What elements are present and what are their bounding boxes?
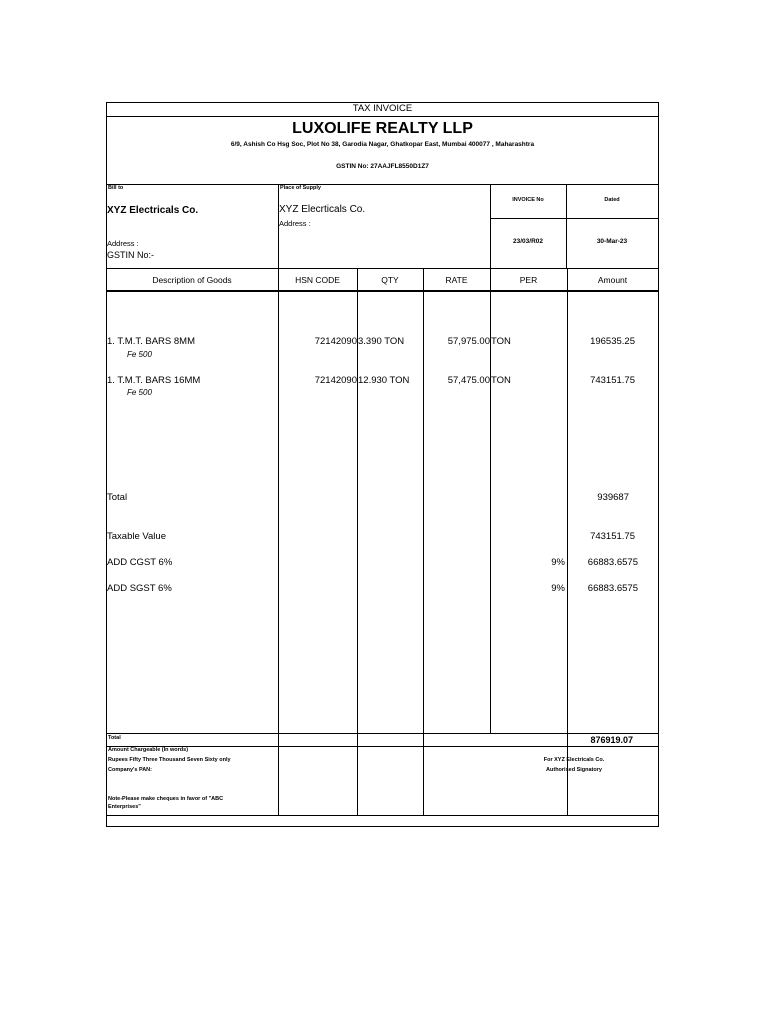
rule-company <box>106 184 659 185</box>
amount-in-words: Rupees Fifty Three Thousand Seven Sixty only <box>108 757 231 763</box>
header-hsn: HSN CODE <box>295 275 340 285</box>
rule-invoice-mid <box>490 218 659 219</box>
sgst-rate: 9% <box>551 583 565 594</box>
company-gstin: GSTIN No: 27AAJFL8550D1Z7 <box>336 163 429 170</box>
note-line-1: Note-Please make cheques in favor of "ABC <box>108 796 224 802</box>
item-2-qty: 12.930 TON <box>358 375 410 386</box>
frame-bottom <box>106 826 659 827</box>
invoice-no-value: 23/03/R02 <box>513 238 543 245</box>
company-name: LUXOLIFE REALTY LLP <box>292 120 473 137</box>
taxable-amount: 743151.75 <box>590 531 635 542</box>
item-1-grade: Fe 500 <box>127 350 152 359</box>
bill-to-address-label: Address : <box>107 239 139 248</box>
signatory-company: For XYZ Electricals Co. <box>543 757 605 763</box>
place-of-supply-address-label: Address : <box>279 219 311 228</box>
note-line-2: Enterprises" <box>108 804 141 810</box>
item-1-amount: 196535.25 <box>590 336 635 347</box>
rule-invoice-left <box>490 184 491 269</box>
company-pan-label: Company's PAN: <box>108 767 152 773</box>
item-1-hsn: 72142090 <box>314 336 357 347</box>
col-divider-amount <box>567 268 568 816</box>
item-1-rate: 57,975.00 <box>447 336 490 347</box>
rule-title <box>106 116 659 117</box>
item-2-rate: 57,475.00 <box>447 375 490 386</box>
signatory-title: Authorised Signatory <box>546 767 602 773</box>
invoice-dated-label: Dated <box>604 197 620 203</box>
header-qty: QTY <box>381 275 399 285</box>
item-2-description: 1. T.M.T. BARS 16MM <box>107 375 201 386</box>
rule-footer-bottom <box>106 815 659 816</box>
sgst-amount: 66883.6575 <box>587 583 638 594</box>
col-divider-qty <box>357 268 358 816</box>
rule-header-bottom <box>106 290 659 292</box>
total-amount: 939687 <box>597 492 629 503</box>
cgst-rate: 9% <box>551 557 565 568</box>
taxable-label: Taxable Value <box>107 531 166 542</box>
sgst-label: ADD SGST 6% <box>107 583 172 594</box>
bill-to-label: Bill to <box>108 185 124 191</box>
col-divider-rate <box>423 268 424 816</box>
header-amount: Amount <box>597 275 628 285</box>
header-description: Description of Goods <box>152 275 232 285</box>
rule-header-top <box>106 268 659 269</box>
rule-footer-total-bottom <box>106 746 659 747</box>
item-2-amount: 743151.75 <box>590 375 635 386</box>
grand-total: 876919.07 <box>590 735 633 745</box>
cgst-amount: 66883.6575 <box>587 557 638 568</box>
company-address: 6/9, Ashish Co Hsg Soc, Plot No 38, Garodia Nagar, Ghatkopar East, Mumbai 400077 , Maharashtra <box>230 141 535 148</box>
header-rate: RATE <box>445 275 468 285</box>
place-of-supply-name: XYZ Elecrticals Co. <box>279 204 366 215</box>
amount-chargeable-label: Amount Chargeable (In words) <box>108 747 189 753</box>
frame-right <box>658 102 659 827</box>
total-label: Total <box>107 492 128 503</box>
header-per: PER <box>519 275 538 285</box>
item-1-description: 1. T.M.T. BARS 8MM <box>107 336 195 347</box>
rule-footer-total-top <box>106 733 659 734</box>
item-2-grade: Fe 500 <box>127 388 152 397</box>
footer-total-label: Total <box>108 735 121 741</box>
invoice-no-label: INVOICE No <box>512 197 544 203</box>
item-1-qty: 3.390 TON <box>358 336 405 347</box>
cgst-label: ADD CGST 6% <box>107 557 173 568</box>
doc-title: TAX INVOICE <box>352 103 413 114</box>
place-of-supply-label: Place of Supply <box>280 185 321 191</box>
invoice-date-value: 30-Mar-23 <box>596 238 628 245</box>
rule-invoice-mid-v <box>566 184 567 269</box>
bill-to-name: XYZ Electricals Co. <box>107 205 199 216</box>
item-2-hsn: 72142090 <box>314 375 357 386</box>
item-2-per: TON <box>491 375 511 386</box>
item-1-per: TON <box>491 336 511 347</box>
col-divider-hsn <box>278 268 279 816</box>
bill-to-gstin-label: GSTIN No:- <box>107 250 155 260</box>
